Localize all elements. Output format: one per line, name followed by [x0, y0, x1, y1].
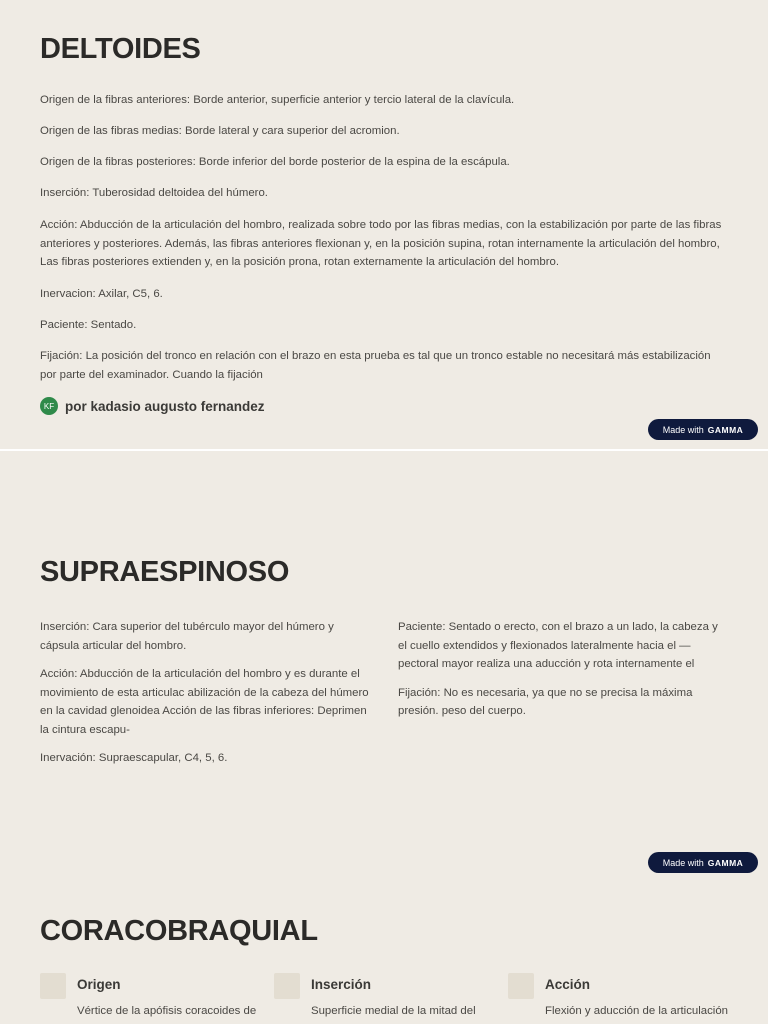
paragraph-paciente: Paciente: Sentado. [40, 319, 137, 331]
made-with-gamma-badge[interactable] [648, 852, 758, 873]
card-icon [40, 973, 66, 999]
paragraph-paciente: Paciente: Sentado o erecto, con el brazo a un lado, la cabeza y el cuello extendidos y flexionados lateralmente hacia el — pectoral mayor realiza una aducción y rota internamente el [398, 621, 718, 670]
slide-deltoides [0, 0, 768, 449]
card-title: Acción [545, 977, 591, 992]
paragraph-inervacion: Inervación: Supraescapular, C4, 5, 6. [40, 752, 228, 764]
card-icon [508, 973, 534, 999]
paragraph-origen-posteriores: Origen de la fibras posteriores: Borde inferior del borde posterior de la espina de la escápula. [40, 156, 510, 168]
paragraph-insercion: Inserción: Cara superior del tubérculo mayor del húmero y cápsula articular del hombro. [40, 621, 334, 652]
paragraph-accion: Acción: Abducción de la articulación del hombro, realizada sobre todo por las fibras medias, con la estabilización por parte de las fibras anteriores y posteriores. Además, las fibras anteriores flexionan y, en la posición supina, rotan internamente la articulación del hombro, Las fibras posteriores extienden y, en la posición prona, rotan externamente la articulación del hombro. [40, 219, 722, 268]
paragraph-inervacion: Inervacion: Axilar, C5, 6. [40, 288, 163, 300]
paragraph-insercion: Inserción: Tuberosidad deltoidea del húmero. [40, 187, 268, 199]
paragraph-origen-anteriores: Origen de la fibras anteriores: Borde anterior, superficie anterior y tercio lateral de la clavícula. [40, 94, 515, 106]
slide-title: DELTOIDES [40, 33, 201, 65]
paragraph-origen-medias: Origen de las fibras medias: Borde lateral y cara superior del acromion. [40, 125, 400, 137]
slide-coracobraquial [0, 874, 768, 1024]
slide-title: SUPRAESPINOSO [40, 556, 290, 588]
right-column [398, 618, 728, 731]
card-text: Vértice de la apófisis coracoides de [77, 1005, 257, 1017]
paragraph-fijacion: Fijación: La posición del tronco en relación con el brazo en esta prueba es tal que un tronco estable no necesitará más estabilización por parte del examinador. Cuando la fijación [40, 350, 711, 381]
author-byline[interactable] [40, 397, 265, 415]
author-name: por kadasio augusto fernandez [65, 398, 265, 414]
card-text: Flexión y aducción de la articulación [545, 1005, 728, 1017]
card-text: Superficie medial de la mitad del [311, 1005, 476, 1017]
card-title: Origen [77, 977, 121, 992]
slide-supraespinoso [0, 451, 768, 874]
badge-prefix: Made with [662, 424, 704, 435]
paragraph-accion: Acción: Abducción de la articulación del hombro y es durante el movimiento de esta articulac abilización de la cabeza del húmero en la cavidad glenoidea Acción de las fibras inferiores: Deprimen la cintura escapu- [40, 668, 369, 736]
badge-prefix: Made with [662, 857, 704, 868]
made-with-gamma-badge[interactable] [648, 419, 758, 440]
gamma-logo: GAMMA [707, 424, 744, 435]
left-column [40, 618, 370, 778]
slide-title: CORACOBRAQUIAL [40, 915, 318, 947]
avatar: KF [40, 397, 58, 415]
card-icon [274, 973, 300, 999]
card-title: Inserción [311, 977, 372, 992]
paragraph-fijacion: Fijación: No es necesaria, ya que no se precisa la máxima presión. peso del cuerpo. [398, 686, 693, 717]
gamma-logo: GAMMA [707, 857, 744, 868]
